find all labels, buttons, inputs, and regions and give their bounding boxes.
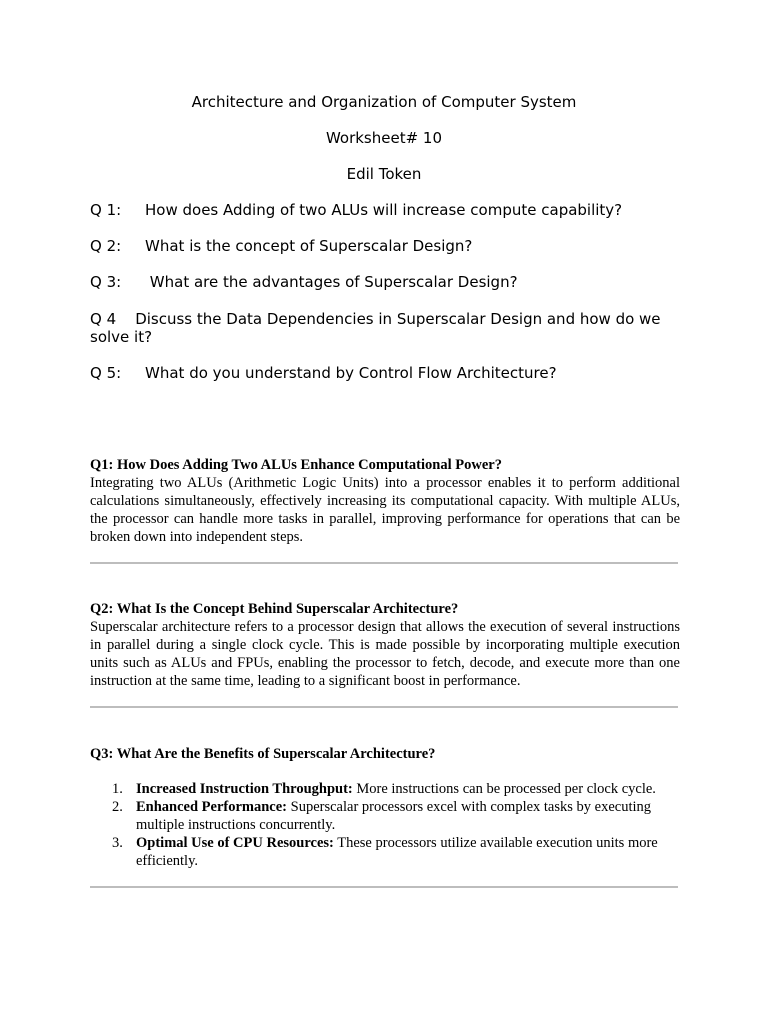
benefit-term: Optimal Use of CPU Resources: [136,835,334,851]
question-1 [90,201,680,219]
list-number: 3. [112,835,123,851]
question-text: How does Adding of two ALUs will increase compute capability? [145,201,623,219]
question-5 [90,364,680,382]
benefit-desc: These processors utilize available execution units more efficiently. [136,835,658,869]
question-label: Q 3: [90,273,122,291]
benefits-list [90,780,680,870]
question-text: What are the advantages of Superscalar Design? [145,273,518,291]
section-divider [90,706,678,708]
question-text: Discuss the Data Dependencies in Superscalar Design and how do we solve it? [90,310,666,346]
answer-body: Superscalar architecture refers to a processor design that allows the execution of several instructions in parallel during a single clock cycle. This is made possible by incorporating multiple execution units such as ALUs and FPUs, enabling the processor to fetch, decode, and execute more than one instruction at the same time, leading to a significant boost in performance. [90,619,680,689]
question-3 [90,273,680,291]
worksheet-number: Worksheet# 10 [325,129,443,147]
answer-3 [90,745,680,763]
question-text: What is the concept of Superscalar Design? [145,237,473,255]
question-label: Q 4 [90,310,117,328]
question-label: Q 1: [90,201,122,219]
benefit-term: Increased Instruction Throughput: [136,781,353,797]
list-item [90,834,680,870]
student-name: Edil Token [346,165,422,183]
course-title: Architecture and Organization of Computer System [191,93,577,111]
benefit-term: Enhanced Performance: [136,799,288,815]
question-text: What do you understand by Control Flow Architecture? [145,364,557,382]
answer-title: Q3: What Are the Benefits of Superscalar Architecture? [90,746,436,762]
question-label: Q 5: [90,364,122,382]
answer-body: Integrating two ALUs (Arithmetic Logic Units) into a processor enables it to perform additional calculations simultaneously, effectively increasing its computational capacity. With multiple ALUs, the processor can handle more tasks in parallel, improving performance for operations that can be broken down into independent steps. [90,475,680,545]
question-label: Q 2: [90,237,122,255]
section-divider [90,886,678,888]
question-2 [90,237,680,255]
benefit-desc: Superscalar processors excel with complex tasks by executing multiple instructions concurrently. [136,799,652,833]
list-number: 1. [112,781,123,797]
answer-1 [90,456,680,546]
answer-title: Q1: How Does Adding Two ALUs Enhance Computational Power? [90,457,502,473]
benefit-desc: More instructions can be processed per clock cycle. [352,781,656,797]
answer-2 [90,600,680,690]
list-item [90,798,680,834]
list-item [90,780,680,798]
section-divider [90,562,678,564]
question-4 [90,310,680,346]
list-number: 2. [112,799,123,815]
answer-title: Q2: What Is the Concept Behind Superscalar Architecture? [90,601,459,617]
